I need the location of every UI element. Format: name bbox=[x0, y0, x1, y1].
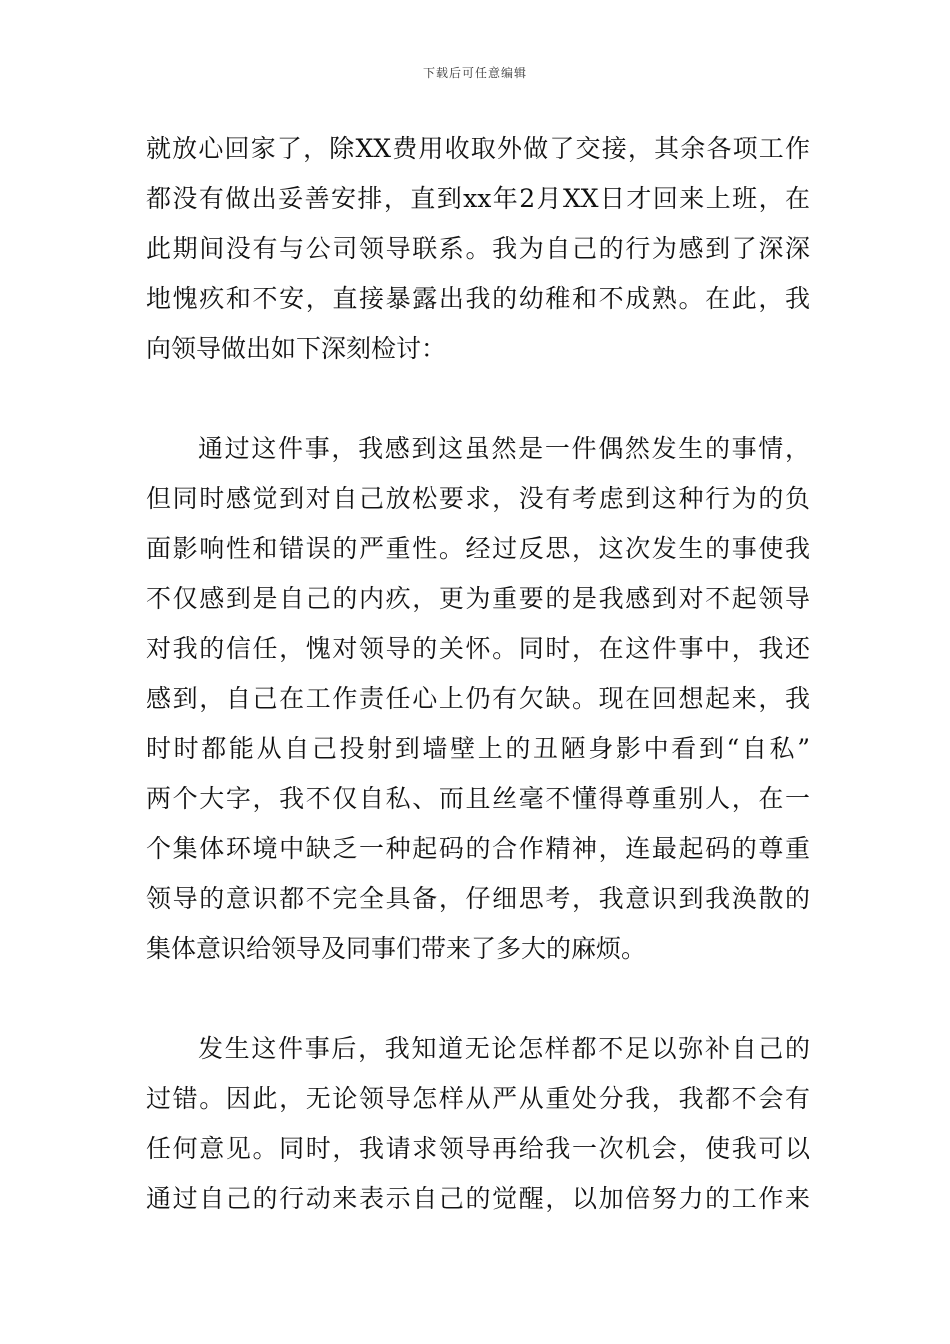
text-line: 向领导做出如下深刻检讨： bbox=[146, 334, 447, 363]
paragraph-1 bbox=[146, 124, 810, 374]
text-line: 集体意识给领导及同事们带来了多大的麻烦。 bbox=[146, 934, 647, 963]
paragraph-2 bbox=[146, 424, 810, 974]
text-line: 发生这件事后，我知道无论怎样都不足以弥补自己的 bbox=[198, 1034, 810, 1063]
text-line: 地愧疚和不安，直接暴露出我的幼稚和不成熟。在此，我 bbox=[146, 284, 810, 313]
document-body bbox=[146, 124, 810, 1224]
paragraph-gap bbox=[146, 374, 810, 424]
text-line: 此期间没有与公司领导联系。我为自己的行为感到了深深 bbox=[146, 234, 810, 263]
text-line: 领导的意识都不完全具备，仔细思考，我意识到我涣散的 bbox=[146, 884, 810, 913]
text-line: 就放心回家了，除XX费用收取外做了交接，其余各项工作 bbox=[146, 134, 810, 163]
paragraph-3 bbox=[146, 1024, 810, 1224]
text-line: 通过自己的行动来表示自己的觉醒，以加倍努力的工作来 bbox=[146, 1184, 810, 1213]
text-line: 但同时感觉到对自己放松要求，没有考虑到这种行为的负 bbox=[146, 484, 810, 513]
text-line: 任何意见。同时，我请求领导再给我一次机会，使我可以 bbox=[146, 1134, 810, 1163]
text-line: 两个大字，我不仅自私、而且丝毫不懂得尊重别人，在一 bbox=[146, 784, 810, 813]
text-line: 个集体环境中缺乏一种起码的合作精神，连最起码的尊重 bbox=[146, 834, 810, 863]
text-line: 都没有做出妥善安排，直到xx年2月XX日才回来上班，在 bbox=[146, 184, 810, 213]
page-header: 下载后可任意编辑 bbox=[422, 66, 527, 80]
text-line: 时时都能从自己投射到墙壁上的丑陋身影中看到“自私” bbox=[146, 734, 810, 763]
text-line: 通过这件事，我感到这虽然是一件偶然发生的事情， bbox=[198, 434, 810, 463]
text-line: 过错。因此，无论领导怎样从严从重处分我，我都不会有 bbox=[146, 1084, 810, 1113]
text-line: 面影响性和错误的严重性。经过反思，这次发生的事使我 bbox=[146, 534, 810, 563]
paragraph-gap bbox=[146, 974, 810, 1024]
text-line: 不仅感到是自己的内疚，更为重要的是我感到对不起领导 bbox=[146, 584, 810, 613]
text-line: 感到，自己在工作责任心上仍有欠缺。现在回想起来，我 bbox=[146, 684, 810, 713]
text-line: 对我的信任，愧对领导的关怀。同时，在这件事中，我还 bbox=[146, 634, 810, 663]
